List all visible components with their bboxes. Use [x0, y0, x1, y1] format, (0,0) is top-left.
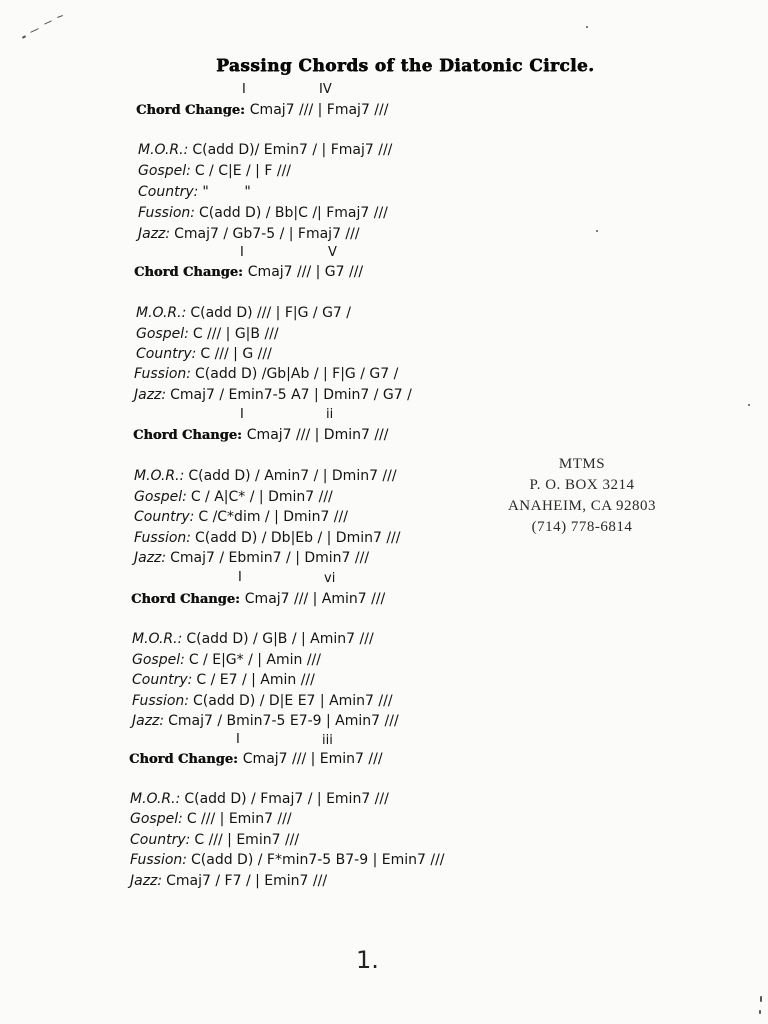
numeral-to: vi: [324, 571, 336, 586]
chord-change-value: Cmaj7 /// | Emin7 ///: [242, 751, 383, 767]
numeral-from: I: [240, 245, 244, 260]
style-label: Country:: [134, 509, 195, 525]
chord-change-value: Cmaj7 /// | Fmaj7 ///: [249, 102, 389, 118]
style-progression: C(add D)/ Emin7 / | Fmaj7 ///: [192, 142, 393, 158]
style-progression: C(add D) / D|E E7 | Amin7 ///: [193, 693, 393, 709]
scan-mark: [759, 1010, 761, 1014]
style-line: [136, 305, 351, 321]
style-label: Fussion:: [130, 852, 187, 868]
style-line: [134, 509, 348, 525]
scan-mark: [44, 20, 52, 24]
style-label: Gospel:: [138, 163, 191, 179]
scan-mark: [22, 35, 26, 39]
style-progression: C(add D) / Db|Eb / | Dmin7 ///: [195, 530, 401, 546]
style-label: Gospel:: [134, 489, 187, 505]
style-line: [132, 631, 374, 647]
style-progression: C /// | Emin7 ///: [194, 832, 300, 848]
style-progression: C(add D) /Gb|Ab / | F|G / G7 /: [195, 366, 399, 382]
scan-mark: [596, 230, 598, 232]
style-label: Country:: [130, 832, 191, 848]
chord-change-label: Chord Change:: [136, 103, 245, 118]
style-progression: C / E7 / | Amin ///: [196, 672, 315, 688]
style-label: M.O.R.:: [134, 468, 185, 484]
style-label: Jazz:: [130, 873, 163, 889]
style-line: [130, 811, 292, 827]
scan-mark: [57, 15, 63, 18]
style-progression: C /// | G ///: [200, 346, 272, 362]
style-label: M.O.R.:: [130, 791, 181, 807]
scan-mark: [748, 404, 750, 406]
style-progression: C(add D) / G|B / | Amin7 ///: [186, 631, 374, 647]
style-label: M.O.R.:: [138, 142, 189, 158]
style-label: Jazz:: [134, 550, 167, 566]
style-progression: C / E|G* / | Amin ///: [188, 652, 321, 668]
style-progression: C / C|E / | F ///: [194, 163, 291, 179]
style-line: [134, 387, 412, 403]
style-line: [134, 489, 333, 505]
scan-mark: [760, 996, 762, 1002]
style-label: Jazz:: [134, 387, 167, 403]
numeral-from: I: [236, 732, 240, 747]
chord-change-value: Cmaj7 /// | Dmin7 ///: [246, 427, 389, 443]
page-title: Passing Chords of the Diatonic Circle.: [216, 56, 595, 76]
style-line: [132, 672, 315, 688]
style-label: Country:: [136, 346, 197, 362]
style-line: [134, 468, 397, 484]
chord-change-label: Chord Change:: [134, 265, 243, 280]
style-progression: C / A|C* / | Dmin7 ///: [190, 489, 333, 505]
address-city: ANAHEIM, CA 92803: [507, 498, 657, 514]
style-progression: C(add D) / F*min7-5 B7-9 | Emin7 ///: [191, 852, 445, 868]
style-line: [132, 693, 393, 709]
style-label: Gospel:: [136, 326, 189, 342]
address-po-box: P. O. BOX 3214: [529, 477, 635, 493]
chord-change-label: Chord Change:: [131, 592, 240, 607]
scan-mark: [586, 26, 588, 28]
address-stamp: [494, 454, 670, 538]
style-label: Fussion:: [132, 693, 189, 709]
numeral-to: IV: [319, 82, 332, 97]
chord-change-value: Cmaj7 /// | Amin7 ///: [244, 591, 386, 607]
style-label: Jazz:: [138, 226, 171, 242]
numeral-to: iii: [322, 733, 333, 748]
chord-change-value: Cmaj7 /// | G7 ///: [247, 264, 364, 280]
style-line: [138, 184, 251, 200]
style-label: Gospel:: [132, 652, 185, 668]
style-progression: " ": [202, 184, 251, 200]
style-line: [130, 852, 445, 868]
style-line: [132, 713, 399, 729]
style-line: [136, 346, 272, 362]
chord-change: [131, 591, 385, 607]
style-progression: Cmaj7 / Ebmin7 / | Dmin7 ///: [170, 550, 370, 566]
style-label: M.O.R.:: [136, 305, 187, 321]
style-label: Country:: [132, 672, 193, 688]
style-label: Fussion:: [134, 366, 191, 382]
style-progression: Cmaj7 / F7 / | Emin7 ///: [166, 873, 328, 889]
style-progression: Cmaj7 / Bmin7-5 E7-9 | Amin7 ///: [168, 713, 399, 729]
chord-change-label: Chord Change:: [129, 752, 238, 767]
style-progression: C(add D) / Bb|C /| Fmaj7 ///: [199, 205, 388, 221]
style-label: M.O.R.:: [132, 631, 183, 647]
style-line: [134, 530, 401, 546]
chord-change: [133, 427, 388, 443]
style-line: [138, 205, 388, 221]
style-line: [130, 791, 389, 807]
chord-change: [129, 751, 383, 767]
style-line: [130, 832, 299, 848]
address-org: MTMS: [558, 456, 606, 472]
style-progression: Cmaj7 / Gb7-5 / | Fmaj7 ///: [174, 226, 360, 242]
chord-change: [134, 264, 363, 280]
address-phone: (714) 778-6814: [531, 519, 633, 535]
numeral-from: I: [242, 82, 246, 97]
style-label: Jazz:: [132, 713, 165, 729]
style-progression: C /// | Emin7 ///: [186, 811, 292, 827]
style-label: Fussion:: [138, 205, 195, 221]
chord-change-label: Chord Change:: [133, 428, 242, 443]
style-line: [138, 163, 291, 179]
style-progression: C /// | G|B ///: [192, 326, 279, 342]
style-line: [138, 142, 392, 158]
numeral-to: V: [328, 245, 337, 260]
style-progression: Cmaj7 / Emin7-5 A7 | Dmin7 / G7 /: [170, 387, 412, 403]
numeral-to: ii: [326, 407, 334, 422]
style-line: [136, 326, 279, 342]
scan-mark: [30, 28, 39, 33]
numeral-from: I: [240, 407, 244, 422]
style-label: Fussion:: [134, 530, 191, 546]
style-line: [130, 873, 327, 889]
numeral-from: I: [238, 570, 242, 585]
chord-change: [136, 102, 388, 118]
style-label: Gospel:: [130, 811, 183, 827]
style-progression: C(add D) /// | F|G / G7 /: [190, 305, 351, 321]
style-line: [132, 652, 321, 668]
style-line: [134, 550, 369, 566]
page-number: 1.: [356, 946, 379, 974]
style-line: [138, 226, 360, 242]
style-progression: C /C*dim / | Dmin7 ///: [198, 509, 348, 525]
style-label: Country:: [138, 184, 199, 200]
style-progression: C(add D) / Amin7 / | Dmin7 ///: [188, 468, 397, 484]
style-line: [134, 366, 398, 382]
style-progression: C(add D) / Fmaj7 / | Emin7 ///: [184, 791, 389, 807]
